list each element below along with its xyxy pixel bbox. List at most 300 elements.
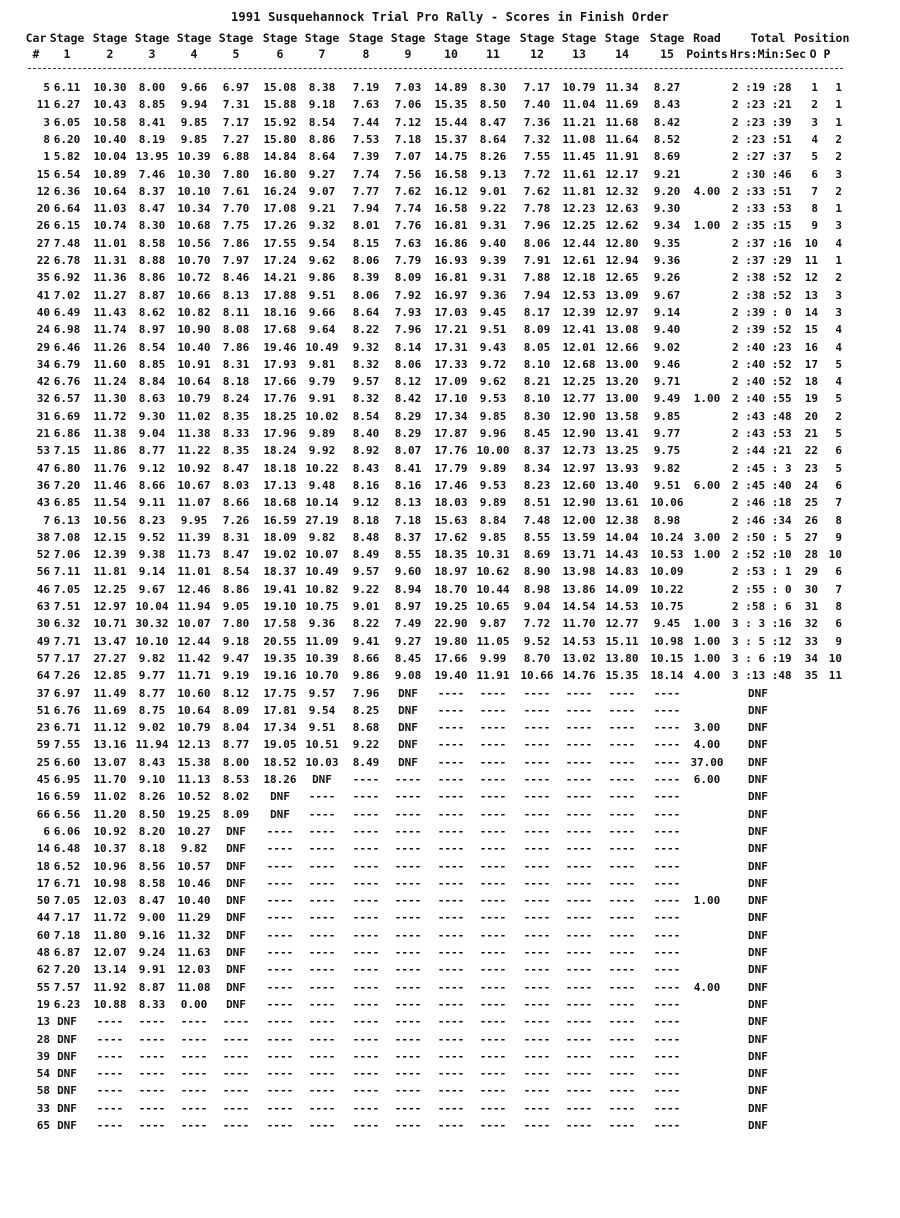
stage-time-cell: 12.15	[93, 530, 127, 544]
stage-time-cell: 12.03	[177, 963, 211, 977]
stage-time-cell: ----	[608, 721, 636, 735]
stage-time-cell: ----	[523, 1119, 551, 1132]
stage-time-cell: ----	[479, 755, 507, 769]
stage-time-cell: 8.13	[394, 496, 422, 510]
stage-time-cell: 7.40	[523, 98, 551, 112]
stage-time-cell: 17.10	[434, 392, 468, 406]
car-number-cell: 53	[36, 444, 50, 458]
stage-time-cell: 9.57	[308, 686, 336, 700]
total-time-cell: 2 :27 :37	[732, 150, 792, 164]
stage-time-cell: ----	[523, 1015, 551, 1029]
total-time-cell: DNF	[748, 911, 768, 925]
stage-time-cell: 9.30	[138, 409, 166, 423]
stage-time-cell: 9.12	[138, 461, 166, 475]
stage-time-cell: DNF	[57, 1119, 77, 1132]
stage-time-cell: ----	[394, 1067, 422, 1081]
stage-time-cell: 8.35	[222, 409, 250, 423]
stage-time-cell: ----	[479, 928, 507, 942]
stage-time-cell: 7.49	[394, 617, 422, 631]
stage-time-cell: 9.85	[479, 530, 507, 544]
stage-time-cell: ----	[653, 1049, 681, 1063]
stage-time-cell: 10.92	[93, 824, 127, 838]
stage-time-cell: 11.38	[93, 427, 127, 440]
table-row	[0, 287, 900, 304]
stage-time-cell: 8.24	[222, 392, 250, 406]
stage-time-cell: 10.04	[135, 600, 169, 613]
stage-time-cell: 12.62	[605, 219, 639, 233]
stage-time-cell: 9.18	[222, 634, 250, 648]
class-position-cell: 2	[835, 132, 842, 146]
stage-time-cell: ----	[437, 946, 465, 959]
stage-time-cell: 11.54	[93, 496, 127, 510]
stage-time-cell: 10.66	[520, 669, 554, 683]
stage-time-cell: 11.45	[562, 150, 596, 164]
stage-time-cell: 13.00	[605, 357, 639, 371]
stage-time-cell: 6.98	[53, 323, 81, 337]
table-row	[0, 512, 900, 529]
stage-time-cell: 14.76	[562, 669, 596, 683]
stage-time-cell: 9.12	[352, 496, 380, 510]
stage-time-cell: 9.22	[352, 582, 380, 596]
stage-time-cell: 7.75	[222, 219, 250, 233]
stage-time-cell: 9.14	[138, 565, 166, 579]
column-header	[514, 30, 560, 62]
class-position-cell: 5	[835, 357, 842, 371]
stage-time-cell: ----	[523, 1049, 551, 1063]
stage-time-cell: ----	[523, 963, 551, 977]
stage-time-cell: 9.62	[479, 375, 507, 389]
stage-time-cell: 9.62	[308, 254, 336, 267]
overall-position-cell: 19	[804, 392, 818, 406]
overall-position-cell: 6	[811, 167, 818, 181]
stage-time-cell: 18.24	[263, 444, 297, 458]
overall-position-cell: 14	[804, 305, 818, 319]
stage-time-cell: 7.26	[222, 513, 250, 527]
stage-time-cell: 16.97	[434, 288, 468, 302]
stage-time-cell: 18.03	[434, 496, 468, 510]
stage-time-cell: 9.49	[653, 392, 681, 406]
total-time-cell: 2 :43 :48	[732, 409, 792, 423]
stage-time-cell: 8.37	[138, 184, 166, 198]
stage-time-cell: ----	[352, 946, 380, 959]
stage-time-cell: 9.35	[653, 236, 681, 250]
stage-time-cell: ----	[653, 703, 681, 717]
stage-time-cell: ----	[523, 790, 551, 804]
stage-time-cell: 9.53	[479, 478, 507, 492]
stage-time-cell: 9.89	[479, 461, 507, 475]
car-number-cell: 54	[36, 1067, 50, 1081]
stage-time-cell: ----	[138, 1119, 166, 1132]
stage-time-cell: 8.86	[222, 582, 250, 596]
stage-time-cell: 10.66	[177, 288, 211, 302]
car-number-cell: 27	[36, 236, 50, 250]
stage-time-cell: 9.72	[479, 357, 507, 371]
total-time-cell: 2 :58 : 6	[732, 600, 792, 613]
stage-time-cell: 8.35	[222, 444, 250, 458]
stage-time-cell: ----	[266, 894, 294, 908]
overall-position-cell: 12	[804, 271, 818, 285]
stage-time-cell: 8.85	[138, 357, 166, 371]
car-number-cell: 55	[36, 980, 50, 994]
stage-time-cell: 12.77	[605, 617, 639, 631]
stage-time-cell: 7.39	[352, 150, 380, 164]
stage-time-cell: 9.67	[138, 582, 166, 596]
stage-time-cell: ----	[565, 1101, 593, 1115]
stage-time-cell: 9.79	[308, 375, 336, 389]
column-header	[343, 30, 389, 62]
stage-time-cell: ----	[523, 859, 551, 873]
stage-time-cell: ----	[266, 980, 294, 994]
stage-time-cell: 11.76	[93, 461, 127, 475]
stage-time-cell: 11.94	[135, 738, 169, 752]
road-points-cell: 1.00	[693, 392, 721, 406]
car-number-cell: 20	[36, 202, 50, 216]
stage-time-cell: 7.86	[222, 340, 250, 354]
stage-time-cell: 10.58	[93, 115, 127, 129]
class-position-cell: 6	[835, 617, 842, 631]
stage-time-cell: 12.77	[562, 392, 596, 406]
column-header	[129, 30, 175, 62]
car-number-cell: 15	[36, 167, 50, 181]
stage-time-cell: 9.40	[653, 323, 681, 337]
column-header	[171, 30, 217, 62]
column-header-sublabel: 8	[362, 47, 370, 61]
total-time-cell: 2 :45 :40	[732, 478, 792, 492]
stage-time-cell: ----	[352, 928, 380, 942]
stage-time-cell: 6.13	[53, 513, 81, 527]
stage-time-cell: ----	[653, 721, 681, 735]
stage-time-cell: ----	[308, 946, 336, 959]
stage-time-cell: ----	[653, 997, 681, 1011]
stage-time-cell: ----	[608, 686, 636, 700]
stage-time-cell: 9.40	[479, 236, 507, 250]
stage-time-cell: DNF	[398, 738, 418, 752]
car-number-cell: 64	[36, 669, 50, 683]
total-time-cell: 2 :46 :34	[732, 513, 792, 527]
stage-time-cell: 10.70	[305, 669, 339, 683]
column-header-label: Stage	[92, 31, 128, 45]
stage-time-cell: 12.13	[177, 738, 211, 752]
car-number-cell: 48	[36, 946, 50, 959]
stage-time-cell: ----	[96, 1067, 124, 1081]
stage-time-cell: 10.92	[177, 461, 211, 475]
stage-time-cell: ----	[308, 911, 336, 925]
stage-time-cell: 12.03	[93, 894, 127, 908]
stage-time-cell: ----	[608, 1032, 636, 1046]
stage-time-cell: 10.39	[177, 150, 211, 164]
column-header-label: Stage	[348, 31, 384, 45]
stage-time-cell: 7.93	[394, 305, 422, 319]
table-row	[0, 1013, 900, 1030]
stage-time-cell: 14.04	[605, 530, 639, 544]
stage-time-cell: 10.34	[177, 202, 211, 216]
stage-time-cell: 17.75	[263, 686, 297, 700]
stage-time-cell: 6.85	[53, 496, 81, 510]
stage-time-cell: 9.85	[180, 132, 208, 146]
table-row	[0, 494, 900, 511]
stage-time-cell: 9.75	[653, 444, 681, 458]
stage-time-cell: DNF	[398, 686, 418, 700]
stage-time-cell: ----	[523, 1067, 551, 1081]
stage-time-cell: ----	[523, 980, 551, 994]
stage-time-cell: 6.52	[53, 859, 81, 873]
stage-time-cell: ----	[479, 894, 507, 908]
stage-time-cell: ----	[266, 946, 294, 959]
stage-time-cell: 7.80	[222, 617, 250, 631]
stage-time-cell: ----	[565, 807, 593, 821]
stage-time-cell: 7.17	[523, 81, 551, 94]
table-row	[0, 996, 900, 1013]
stage-time-cell: 9.43	[479, 340, 507, 354]
stage-time-cell: 10.09	[650, 565, 684, 579]
stage-time-cell: 9.32	[352, 340, 380, 354]
stage-time-cell: 9.41	[352, 634, 380, 648]
stage-time-cell: 6.87	[53, 946, 81, 959]
stage-time-cell: 18.25	[263, 409, 297, 423]
table-row	[0, 685, 900, 702]
road-points-cell: 4.00	[693, 669, 721, 683]
stage-time-cell: 18.26	[263, 773, 297, 786]
class-position-cell: 2	[835, 409, 842, 423]
stage-time-cell: 14.43	[605, 548, 639, 562]
stage-time-cell: 8.77	[222, 738, 250, 752]
stage-time-cell: 7.06	[394, 98, 422, 112]
stage-time-cell: ----	[308, 1119, 336, 1132]
stage-time-cell: 10.44	[476, 582, 510, 596]
stage-time-cell: 8.54	[308, 115, 336, 129]
table-row	[0, 96, 900, 113]
stage-time-cell: 9.96	[479, 427, 507, 440]
stage-time-cell: 17.76	[434, 444, 468, 458]
stage-time-cell: ----	[394, 790, 422, 804]
stage-time-cell: ----	[653, 1119, 681, 1132]
car-number-cell: 24	[36, 323, 50, 337]
stage-time-cell: 9.71	[653, 375, 681, 389]
stage-time-cell: 11.01	[177, 565, 211, 579]
stage-time-cell: 10.02	[305, 409, 339, 423]
stage-time-cell: ----	[523, 911, 551, 925]
stage-time-cell: 17.62	[434, 530, 468, 544]
stage-time-cell: 9.01	[479, 184, 507, 198]
stage-time-cell: 6.86	[53, 427, 81, 440]
stage-time-cell: 18.70	[434, 582, 468, 596]
stage-time-cell: 7.63	[394, 236, 422, 250]
stage-time-cell: DNF	[226, 842, 246, 856]
stage-time-cell: 6.88	[222, 150, 250, 164]
stage-time-cell: 17.93	[263, 357, 297, 371]
stage-time-cell: 12.32	[605, 184, 639, 198]
car-number-cell: 36	[36, 478, 50, 492]
stage-time-cell: 18.16	[263, 305, 297, 319]
stage-time-cell: 9.51	[308, 288, 336, 302]
stage-time-cell: 11.81	[93, 565, 127, 579]
stage-time-cell: 7.20	[53, 963, 81, 977]
car-number-cell: 35	[36, 271, 50, 285]
stage-time-cell: 13.14	[93, 963, 127, 977]
stage-time-cell: 9.45	[479, 305, 507, 319]
stage-time-cell: 9.11	[138, 496, 166, 510]
stage-time-cell: ----	[653, 842, 681, 856]
stage-time-cell: 9.36	[479, 288, 507, 302]
stage-time-cell: 14.53	[562, 634, 596, 648]
stage-time-cell: 16.93	[434, 254, 468, 267]
stage-time-cell: ----	[479, 703, 507, 717]
table-row	[0, 1117, 900, 1134]
road-points-cell: 4.00	[693, 980, 721, 994]
stage-time-cell: ----	[308, 980, 336, 994]
stage-time-cell: 9.18	[308, 98, 336, 112]
table-row	[0, 563, 900, 580]
stage-time-cell: 6.95	[53, 773, 81, 786]
car-number-cell: 28	[36, 1032, 50, 1046]
overall-position-cell: 7	[811, 184, 818, 198]
stage-time-cell: 8.30	[523, 409, 551, 423]
stage-time-cell: 11.02	[93, 790, 127, 804]
total-time-cell: 2 :37 :16	[732, 236, 792, 250]
stage-time-cell: 8.92	[352, 444, 380, 458]
stage-time-cell: 7.27	[222, 132, 250, 146]
stage-time-cell: 8.45	[523, 427, 551, 440]
stage-time-cell: 10.91	[177, 357, 211, 371]
car-number-cell: 23	[36, 721, 50, 735]
stage-time-cell: 9.82	[180, 842, 208, 856]
stage-time-cell: DNF	[57, 1015, 77, 1029]
total-time-cell: 2 :23 :51	[732, 132, 792, 146]
stage-time-cell: 8.47	[222, 548, 250, 562]
total-time-cell: 3 : 3 :16	[732, 617, 792, 631]
stage-time-cell: 10.71	[93, 617, 127, 631]
stage-time-cell: 7.56	[394, 167, 422, 181]
table-row	[0, 892, 900, 909]
stage-time-cell: 10.43	[93, 98, 127, 112]
column-header-label: Position	[794, 31, 850, 45]
stage-time-cell: ----	[653, 963, 681, 977]
car-number-cell: 41	[36, 288, 50, 302]
stage-time-cell: 7.05	[53, 894, 81, 908]
total-time-cell: 2 :35 :15	[732, 219, 792, 233]
stage-time-cell: 5.82	[53, 150, 81, 164]
stage-time-cell: 10.68	[177, 219, 211, 233]
stage-time-cell: 8.14	[394, 340, 422, 354]
stage-time-cell: 9.77	[138, 669, 166, 683]
column-header-label: Stage	[49, 31, 85, 45]
stage-time-cell: 8.06	[394, 357, 422, 371]
total-time-cell: 2 :38 :52	[732, 288, 792, 302]
stage-time-cell: 7.76	[394, 219, 422, 233]
stage-time-cell: 8.42	[653, 115, 681, 129]
stage-time-cell: 8.16	[352, 478, 380, 492]
stage-time-cell: 6.32	[53, 617, 81, 631]
column-header-sublabel: 7	[318, 47, 326, 61]
stage-time-cell: 6.71	[53, 876, 81, 890]
stage-time-cell: ----	[394, 980, 422, 994]
stage-time-cell: 10.53	[650, 548, 684, 562]
stage-time-cell: ----	[523, 876, 551, 890]
stage-time-cell: 12.01	[562, 340, 596, 354]
stage-time-cell: 8.30	[479, 81, 507, 94]
stage-time-cell: ----	[653, 980, 681, 994]
column-header-sublabel: 13	[572, 47, 586, 61]
table-row	[0, 252, 900, 269]
stage-time-cell: ----	[394, 1101, 422, 1115]
stage-time-cell: 9.57	[352, 565, 380, 579]
stage-time-cell: 7.55	[523, 150, 551, 164]
class-position-cell: 9	[835, 634, 842, 648]
stage-time-cell: 9.04	[138, 427, 166, 440]
table-row	[0, 304, 900, 321]
stage-time-cell: DNF	[57, 1032, 77, 1046]
car-number-cell: 40	[36, 305, 50, 319]
stage-time-cell: 8.62	[138, 305, 166, 319]
stage-time-cell: 11.24	[93, 375, 127, 389]
column-header	[385, 30, 431, 62]
class-position-cell: 2	[835, 271, 842, 285]
stage-time-cell: 12.44	[562, 236, 596, 250]
stage-time-cell: 7.86	[222, 236, 250, 250]
stage-time-cell: 8.69	[653, 150, 681, 164]
stage-time-cell: 11.60	[93, 357, 127, 371]
stage-time-cell: ----	[222, 1084, 250, 1098]
stage-time-cell: 19.16	[263, 669, 297, 683]
stage-time-cell: 19.25	[434, 600, 468, 613]
stage-time-cell: 13.61	[605, 496, 639, 510]
stage-time-cell: 17.33	[434, 357, 468, 371]
stage-time-cell: ----	[653, 807, 681, 821]
stage-time-cell: 10.24	[650, 530, 684, 544]
stage-time-cell: 8.43	[352, 461, 380, 475]
road-points-cell: 4.00	[693, 184, 721, 198]
stage-time-cell: 8.48	[352, 530, 380, 544]
stage-time-cell: ----	[653, 755, 681, 769]
stage-time-cell: 8.42	[394, 392, 422, 406]
stage-time-cell: 8.33	[222, 427, 250, 440]
stage-time-cell: 8.98	[523, 582, 551, 596]
stage-time-cell: 7.96	[352, 686, 380, 700]
stage-time-cell: 8.86	[138, 271, 166, 285]
stage-time-cell: 12.97	[605, 305, 639, 319]
stage-time-cell: 9.51	[653, 478, 681, 492]
class-position-cell: 2	[835, 184, 842, 198]
stage-time-cell: ----	[608, 911, 636, 925]
stage-time-cell: 8.22	[352, 617, 380, 631]
stage-time-cell: ----	[437, 773, 465, 786]
table-row	[0, 131, 900, 148]
table-row	[0, 754, 900, 771]
stage-time-cell: 11.81	[562, 184, 596, 198]
overall-position-cell: 24	[804, 478, 818, 492]
stage-time-cell: 10.52	[177, 790, 211, 804]
stage-time-cell: 11.38	[177, 427, 211, 440]
table-row	[0, 477, 900, 494]
stage-time-cell: ----	[608, 876, 636, 890]
stage-time-cell: 8.18	[352, 513, 380, 527]
total-time-cell: DNF	[748, 790, 768, 804]
stage-time-cell: 11.86	[93, 444, 127, 458]
stage-time-cell: 8.06	[352, 288, 380, 302]
table-row	[0, 1065, 900, 1082]
stage-time-cell: ----	[394, 1084, 422, 1098]
stage-time-cell: ----	[437, 911, 465, 925]
stage-time-cell: 10.49	[305, 565, 339, 579]
class-position-cell: 5	[835, 461, 842, 475]
stage-time-cell: 13.86	[562, 582, 596, 596]
stage-time-cell: 11.29	[177, 911, 211, 925]
stage-time-cell: ----	[222, 1101, 250, 1115]
stage-time-cell: DNF	[57, 1067, 77, 1081]
table-row	[0, 356, 900, 373]
column-header-sublabel: 14	[615, 47, 629, 61]
overall-position-cell: 25	[804, 496, 818, 510]
